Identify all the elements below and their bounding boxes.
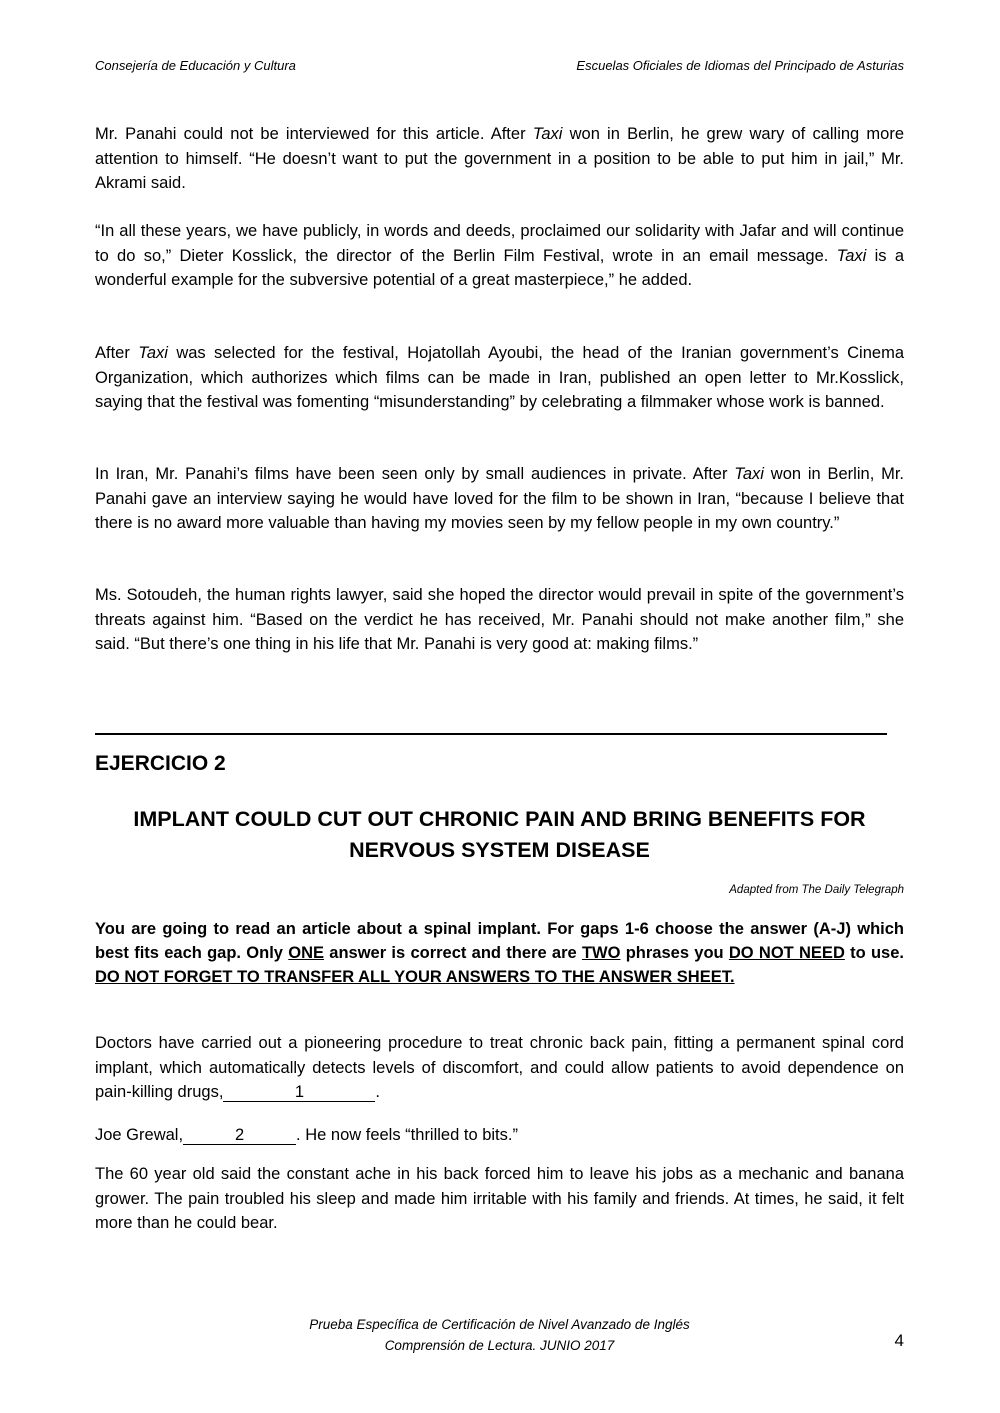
footer [95,1314,904,1356]
article1-paragraph-4: In Iran, Mr. Panahi’s films have been seen only by small audiences in private. After Taxi won in Berlin, Mr. Panahi gave an interview saying he would have loved for the film to be shown in Iran, “because I believe that there is no award more valuable than having my movies seen by my fellow people in my own country.” [95,465,904,532]
article1-paragraph-2: “In all these years, we have publicly, in words and deeds, proclaimed our solidarity with Jafar and will continue to do so,” Dieter Kosslick, the director of the Berlin Film Festival, wrote in an email message. Taxi is a wonderful example for the subversive potential of a great masterpiece,” he added. [95,222,904,289]
film-title: Taxi [138,344,168,362]
article1-paragraph-1: Mr. Panahi could not be interviewed for this article. After Taxi won in Berlin, he grew wary of calling more attention to himself. “He doesn’t want to put the government in a position to be able to put him in jail,” Mr. Akrami said. [95,125,904,192]
footer-line-2: Comprensión de Lectura. JUNIO 2017 [384,1338,615,1353]
header-left: Consejería de Educación y Cultura [95,58,296,73]
article2-paragraph-1: Doctors have carried out a pioneering procedure to treat chronic back pain, fitting a permanent spinal cord implant, which automatically detects levels of discomfort, and could allow patients to avoid dependence on pain-killing drugs, 1 . [95,1034,904,1101]
article2-paragraph-3: The 60 year old said the constant ache in his back forced him to leave his jobs as a mechanic and banana grower. The pain troubled his sleep and made him irritable with his family and friends. At times, he said, it felt more than he could bear. [95,1165,904,1232]
header-right: Escuelas Oficiales de Idiomas del Principado de Asturias [576,58,904,73]
article-title: IMPLANT COULD CUT OUT CHRONIC PAIN AND BRING BENEFITS FOR NERVOUS SYSTEM DISEASE [133,807,866,862]
section-divider [95,733,887,735]
gap-2: 2 [183,1126,296,1145]
exercise-label: EJERCICIO 2 [95,752,226,775]
gap-1: 1 [223,1083,375,1102]
article1-paragraph-3: After Taxi was selected for the festival, Hojatollah Ayoubi, the head of the Iranian government’s Cinema Organization, which authorizes which films can be made in Iran, published an open letter to Mr.Kosslick, saying that the festival was fomenting “misunderstanding” by celebrating a filmmaker whose work is banned. [95,344,904,411]
instructions: You are going to read an article about a spinal implant. For gaps 1-6 choose the answer (A-J) which best fits each gap. Only ONE answer is correct and there are TWO phrases you DO NOT NEED to use. DO NOT FORGET TO TRANSFER ALL YOUR ANSWERS TO THE ANSWER SHEET. [95,920,904,986]
article1-paragraph-5: Ms. Sotoudeh, the human rights lawyer, said she hoped the director would prevail in spite of the government’s threats against him. “Based on the verdict he has received, Mr. Panahi should not make another film,” she said. “But there’s one thing in his life that Mr. Panahi is very good at: making films.” [95,586,904,653]
article2-paragraph-2: Joe Grewal, 2 . He now feels “thrilled to bits.” [95,1126,518,1144]
page-number: 4 [894,1331,904,1350]
film-title: Taxi [532,125,563,143]
film-title: Taxi [836,246,867,265]
film-title: Taxi [734,465,764,483]
source-note: Adapted from The Daily Telegraph [729,884,904,896]
footer-line-1: Prueba Específica de Certificación de Nivel Avanzado de Inglés [309,1317,690,1332]
